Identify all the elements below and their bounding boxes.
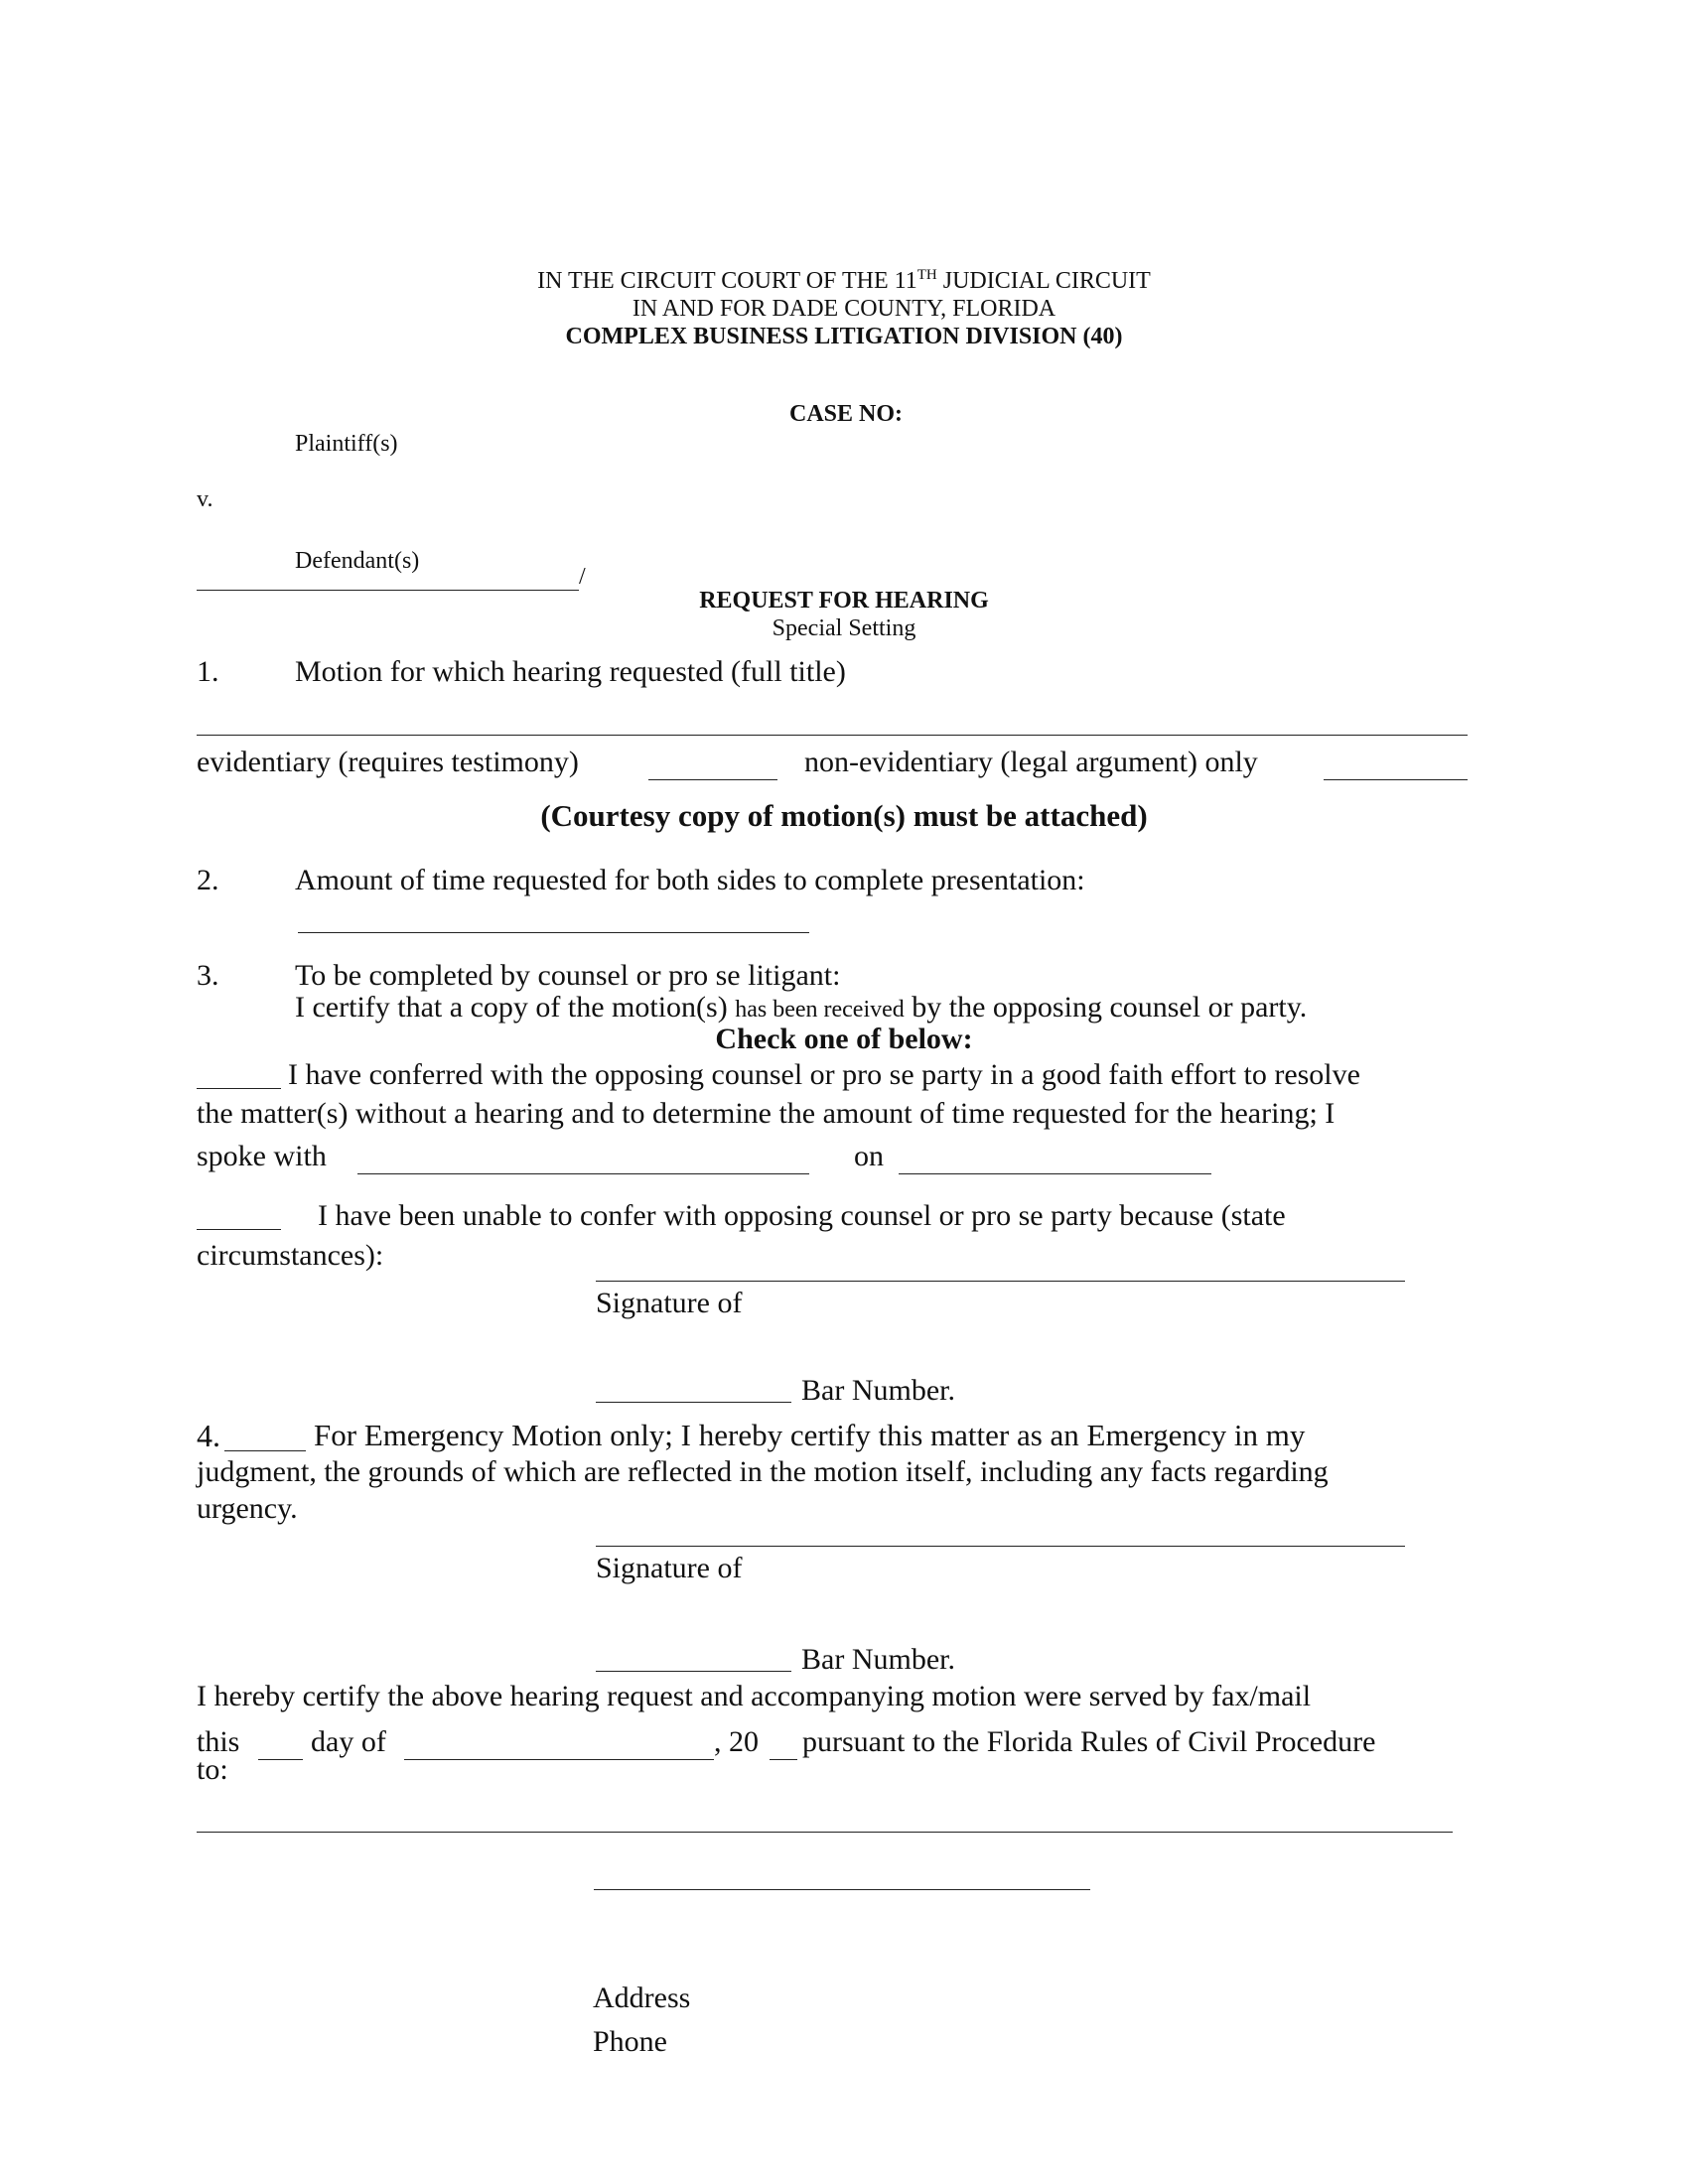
service-to-label: to: [197,1753,228,1786]
court-header-division: COMPLEX BUSINESS LITIGATION DIVISION (40) [565,324,1123,349]
form-title: REQUEST FOR HEARING [699,588,989,614]
option2-check-blank[interactable] [197,1229,281,1230]
item4-bar-number-line[interactable] [596,1671,791,1672]
item3-signature-line[interactable] [596,1281,1405,1282]
ordinal-suffix: TH [916,267,937,283]
item3-number: 3. [197,959,219,992]
service-recipient-line[interactable] [197,1832,1453,1833]
evidentiary-blank[interactable] [648,779,777,780]
service-day-of-label: day of [311,1725,386,1758]
item3-bar-number-label: Bar Number. [801,1374,955,1407]
option1-check-blank[interactable] [197,1088,281,1089]
option2-line1: I have been unable to confer with opposing counsel or pro se party because (state [318,1199,1286,1232]
address-label: Address [593,1981,691,2014]
service-pursuant-text: pursuant to the Florida Rules of Civil Procedure [802,1725,1376,1758]
footer-signature-line[interactable] [594,1889,1090,1890]
spoke-with-name-line[interactable] [357,1173,809,1174]
court-header-line1: IN THE CIRCUIT COURT OF THE 11TH JUDICIAL CIRCUIT [537,267,1151,294]
item2-label: Amount of time requested for both sides to complete presentation: [295,864,1085,896]
option1-line2: the matter(s) without a hearing and to determine the amount of time requested for the hearing; I [197,1097,1336,1130]
motion-title-line[interactable] [197,735,1468,736]
form-subtitle: Special Setting [772,615,916,641]
item3-signature-label: Signature of [596,1287,743,1319]
service-year-prefix: , 20 [714,1725,759,1758]
item4-line3: urgency. [197,1492,298,1525]
item4-number: 4. [197,1418,220,1453]
non-evidentiary-label: non-evidentiary (legal argument) only [804,746,1258,778]
item4-line2: judgment, the grounds of which are reflected in the motion itself, including any facts regarding [197,1455,1329,1488]
option2-line2: circumstances): [197,1239,384,1272]
certify-copy-statement: I certify that a copy of the motion(s) has been received by the opposing counsel or party. [295,991,1308,1024]
service-day-blank[interactable] [258,1759,303,1760]
item4-signature-label: Signature of [596,1552,743,1584]
service-month-blank[interactable] [404,1759,714,1760]
case-number-label: CASE NO: [789,401,904,427]
item4-signature-line[interactable] [596,1546,1405,1547]
conferral-date-line[interactable] [899,1173,1211,1174]
versus-label: v. [197,486,213,512]
spoke-with-label: spoke with [197,1140,327,1172]
courtesy-copy-notice: (Courtesy copy of motion(s) must be attached) [540,798,1148,833]
service-year-blank[interactable] [770,1759,797,1760]
item4-bar-number-label: Bar Number. [801,1643,955,1676]
on-label: on [854,1140,884,1172]
option1-line1: I have conferred with the opposing counsel or pro se party in a good faith effort to resolve [288,1058,1360,1091]
phone-label: Phone [593,2025,667,2058]
time-requested-line[interactable] [298,932,809,933]
item3-bar-number-line[interactable] [596,1402,791,1403]
court-header-line2: IN AND FOR DADE COUNTY, FLORIDA [632,296,1056,322]
item3-label: To be completed by counsel or pro se litigant: [295,959,841,992]
service-line1: I hereby certify the above hearing request and accompanying motion were served by fax/mail [197,1680,1312,1712]
caption-slash: / [579,564,586,590]
non-evidentiary-blank[interactable] [1324,779,1468,780]
defendant-label: Defendant(s) [295,548,420,574]
item2-number: 2. [197,864,219,896]
check-one-heading: Check one of below: [715,1023,973,1055]
service-this-label: this [197,1725,240,1758]
item4-line1: For Emergency Motion only; I hereby certify this matter as an Emergency in my [314,1418,1306,1452]
emergency-check-blank[interactable] [224,1450,306,1451]
evidentiary-label: evidentiary (requires testimony) [197,746,579,778]
item1-number: 1. [197,655,219,688]
item1-label: Motion for which hearing requested (full title) [295,655,846,688]
plaintiff-label: Plaintiff(s) [295,431,398,457]
